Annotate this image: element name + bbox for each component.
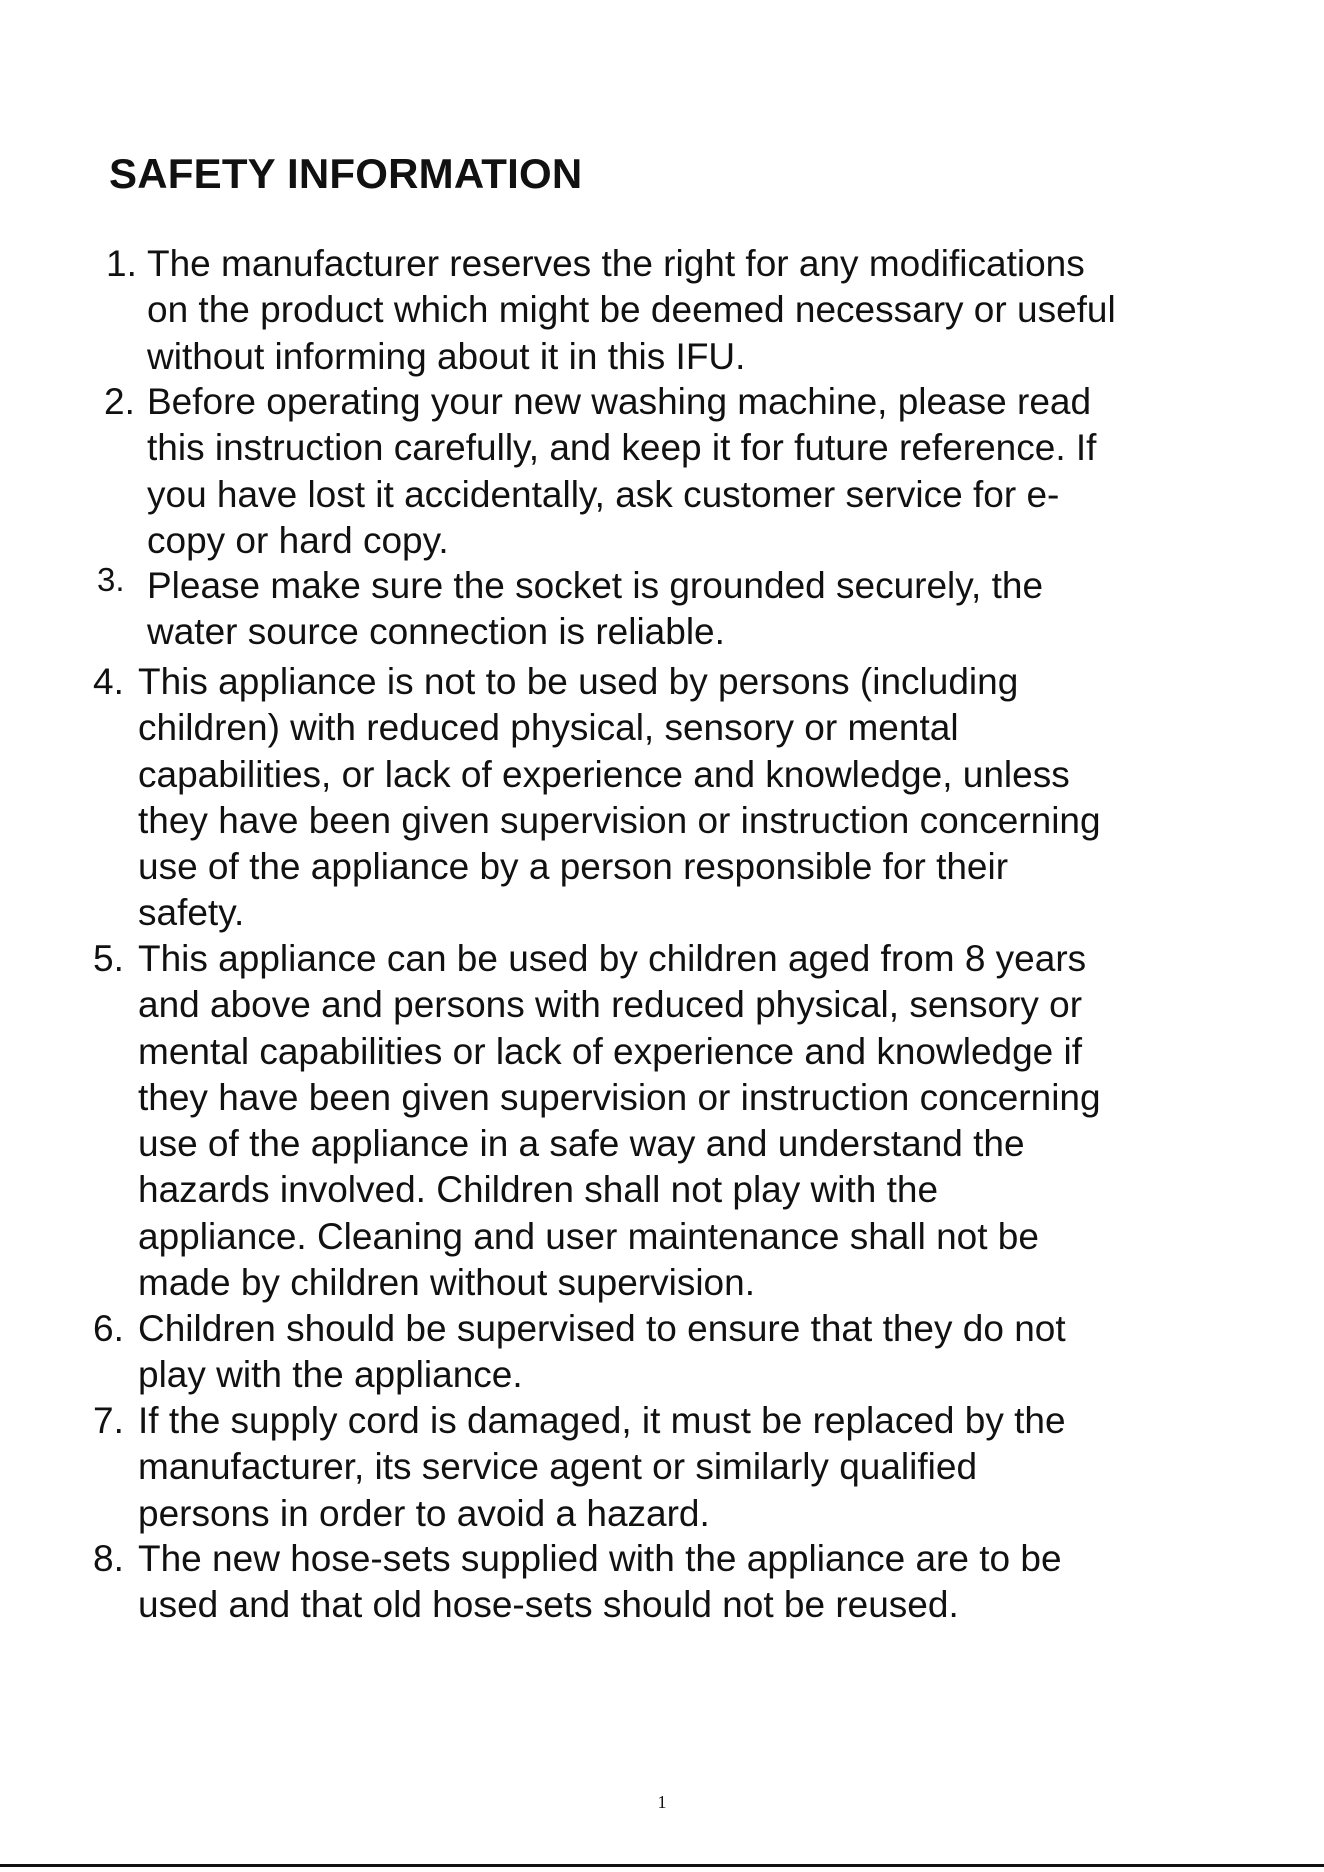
item-line: persons in order to avoid a hazard. bbox=[138, 1492, 710, 1534]
item-line: capabilities, or lack of experience and knowledge, unless bbox=[138, 753, 1070, 795]
item-line: Children should be supervised to ensure that they do not bbox=[138, 1308, 1066, 1349]
item-line: copy or hard copy. bbox=[147, 519, 449, 561]
item-line: safety. bbox=[138, 892, 245, 934]
item-line: used and that old hose-sets should not be reused. bbox=[138, 1584, 959, 1626]
item-number: 6. bbox=[93, 1308, 124, 1349]
safety-item-1 bbox=[106, 241, 1116, 380]
item-text bbox=[147, 379, 1096, 564]
item-line: The new hose-sets supplied with the appliance are to be bbox=[138, 1538, 1062, 1579]
item-line: use of the appliance in a safe way and understand the bbox=[138, 1123, 1025, 1165]
safety-item-2 bbox=[104, 379, 1096, 564]
item-line: water source connection is reliable. bbox=[147, 611, 725, 653]
item-line: This appliance is not to be used by persons (including bbox=[138, 661, 1019, 702]
item-number: 8. bbox=[93, 1538, 124, 1579]
item-line: use of the appliance by a person responsible for their bbox=[138, 846, 1009, 888]
safety-item-4 bbox=[93, 659, 1101, 937]
item-line: without informing about it in this IFU. bbox=[147, 335, 746, 377]
item-text bbox=[138, 1536, 1062, 1629]
page-number: 1 bbox=[657, 1792, 667, 1812]
item-line: The manufacturer reserves the right for any modifications bbox=[147, 243, 1085, 284]
safety-item-7 bbox=[93, 1398, 1066, 1537]
safety-item-3 bbox=[97, 563, 1043, 656]
item-number: 5. bbox=[93, 938, 124, 979]
item-text bbox=[138, 1306, 1066, 1399]
safety-item-8 bbox=[93, 1536, 1062, 1629]
item-text bbox=[138, 936, 1101, 1306]
item-line: on the product which might be deemed necessary or useful bbox=[147, 289, 1116, 331]
item-text bbox=[138, 1398, 1066, 1537]
item-line: made by children without supervision. bbox=[138, 1262, 755, 1304]
item-text bbox=[138, 659, 1101, 937]
item-line: manufacturer, its service agent or similarly qualified bbox=[138, 1446, 978, 1488]
item-line: play with the appliance. bbox=[138, 1354, 523, 1396]
item-line: This appliance can be used by children aged from 8 years bbox=[138, 938, 1087, 979]
item-line: this instruction carefully, and keep it for future reference. If bbox=[147, 427, 1097, 469]
item-number: 2. bbox=[104, 381, 135, 422]
item-line: children) with reduced physical, sensory or mental bbox=[138, 707, 959, 749]
bottom-divider bbox=[0, 1864, 1324, 1867]
item-line: they have been given supervision or instruction concerning bbox=[138, 799, 1101, 841]
item-number: 4. bbox=[93, 661, 124, 702]
item-number: 1. bbox=[106, 243, 137, 284]
item-line: hazards involved. Children shall not play with the bbox=[138, 1169, 939, 1211]
item-number: 3. bbox=[97, 561, 125, 598]
item-line: If the supply cord is damaged, it must be replaced by the bbox=[138, 1400, 1066, 1441]
item-line: mental capabilities or lack of experience and knowledge if bbox=[138, 1030, 1083, 1072]
safety-item-6 bbox=[93, 1306, 1066, 1399]
item-line: Please make sure the socket is grounded securely, the bbox=[147, 565, 1044, 606]
item-line: Before operating your new washing machine, please read bbox=[147, 381, 1092, 422]
item-line: they have been given supervision or instruction concerning bbox=[138, 1076, 1101, 1118]
item-text bbox=[147, 563, 1043, 656]
page-title: SAFETY INFORMATION bbox=[109, 150, 583, 197]
item-text bbox=[147, 241, 1116, 380]
item-line: you have lost it accidentally, ask customer service for e- bbox=[147, 473, 1060, 515]
item-line: appliance. Cleaning and user maintenance shall not be bbox=[138, 1215, 1039, 1257]
item-number: 7. bbox=[93, 1400, 124, 1441]
safety-item-5 bbox=[93, 936, 1101, 1306]
item-line: and above and persons with reduced physical, sensory or bbox=[138, 984, 1083, 1026]
